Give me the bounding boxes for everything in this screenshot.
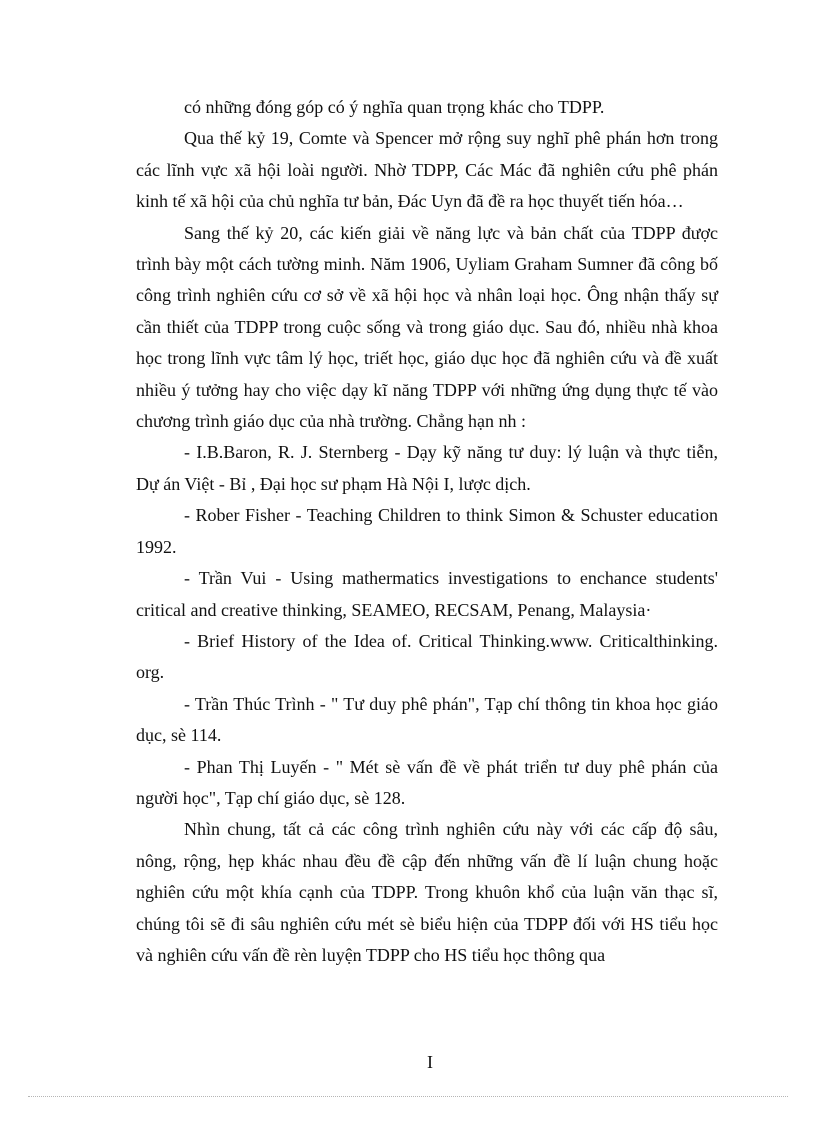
paragraph-20th-century: Sang thế kỷ 20, các kiến giải về năng lực và bản chất của TDPP được trình bày một cách tường minh. Năm 1906, Uyliam Graham Sumner đã công bố công trình nghiên cứu cơ sở về xã hội học và nhân loại học. Ông nhận thấy sự cần thiết của TDPP trong cuộc sống và trong giáo dục. Sau đó, nhiều nhà khoa học trong lĩnh vực tâm lý học, triết học, giáo dục học đã nghiên cứu và đề xuất nhiều ý tưởng hay cho việc dạy kĩ năng TDPP với những ứng dụng thực tế vào chương trình giáo dục của nhà trường. Chẳng hạn nh : [136,222,718,432]
reference-phan-thi-luyen: - Phan Thị Luyến - " Mét sè vấn đề về phát triển tư duy phê phán của người học", Tạp chí giáo dục, sè 128. [136,756,718,808]
paragraph-summary: Nhìn chung, tất cả các công trình nghiên cứu này với các cấp độ sâu, nông, rộng, hẹp khác nhau đều đề cập đến những vấn đề lí luận chung hoặc nghiên cứu một khía cạnh của TDPP. Trong khuôn khổ của luận văn thạc sĩ, chúng tôi sẽ đi sâu nghiên cứu mét sè biểu hiện của TDPP đối với HS tiểu học và nghiên cứu vấn đề rèn luyện TDPP cho HS tiểu học thông qua [136,819,718,965]
reference-tran-thuc-trinh: - Trần Thúc Trình - " Tư duy phê phán", Tạp chí thông tin khoa học giáo dục, sè 114. [136,693,718,746]
paragraph-contributions-line: có những đóng góp có ý nghĩa quan trọng khác cho TDPP. [184,97,605,117]
reference-brief-history: - Brief History of the Idea of. Critical Thinking.www. Criticalthinking. org. [136,630,718,683]
footer-divider [28,1096,788,1097]
reference-baron-sternberg: - I.B.Baron, R. J. Sternberg - Dạy kỹ năng tư duy: lý luận và thực tiễn, Dự án Việt - Bỉ , Đại học sư phạm Hà Nội I, lược dịch. [136,442,718,494]
page-number: I [427,1052,433,1072]
paragraph-19th-century: Qua thế kỷ 19, Comte và Spencer mở rộng suy nghĩ phê phán hơn trong các lĩnh vực xã hội loài người. Nhờ TDPP, Các Mác đã nghiên cứu phê phán kinh tế xã hội của chủ nghĩa tư bản, Đác Uyn đã đề ra học thuyết tiến hóa… [136,128,718,212]
document-body [136,92,718,971]
reference-tran-vui: - Trần Vui - Using mathermatics investigations to enchance students' critical and creative thinking, SEAMEO, RECSAM, Penang, Malaysia· [136,568,718,620]
reference-fisher: - Rober Fisher - Teaching Children to think Simon & Schuster education 1992. [136,505,718,557]
